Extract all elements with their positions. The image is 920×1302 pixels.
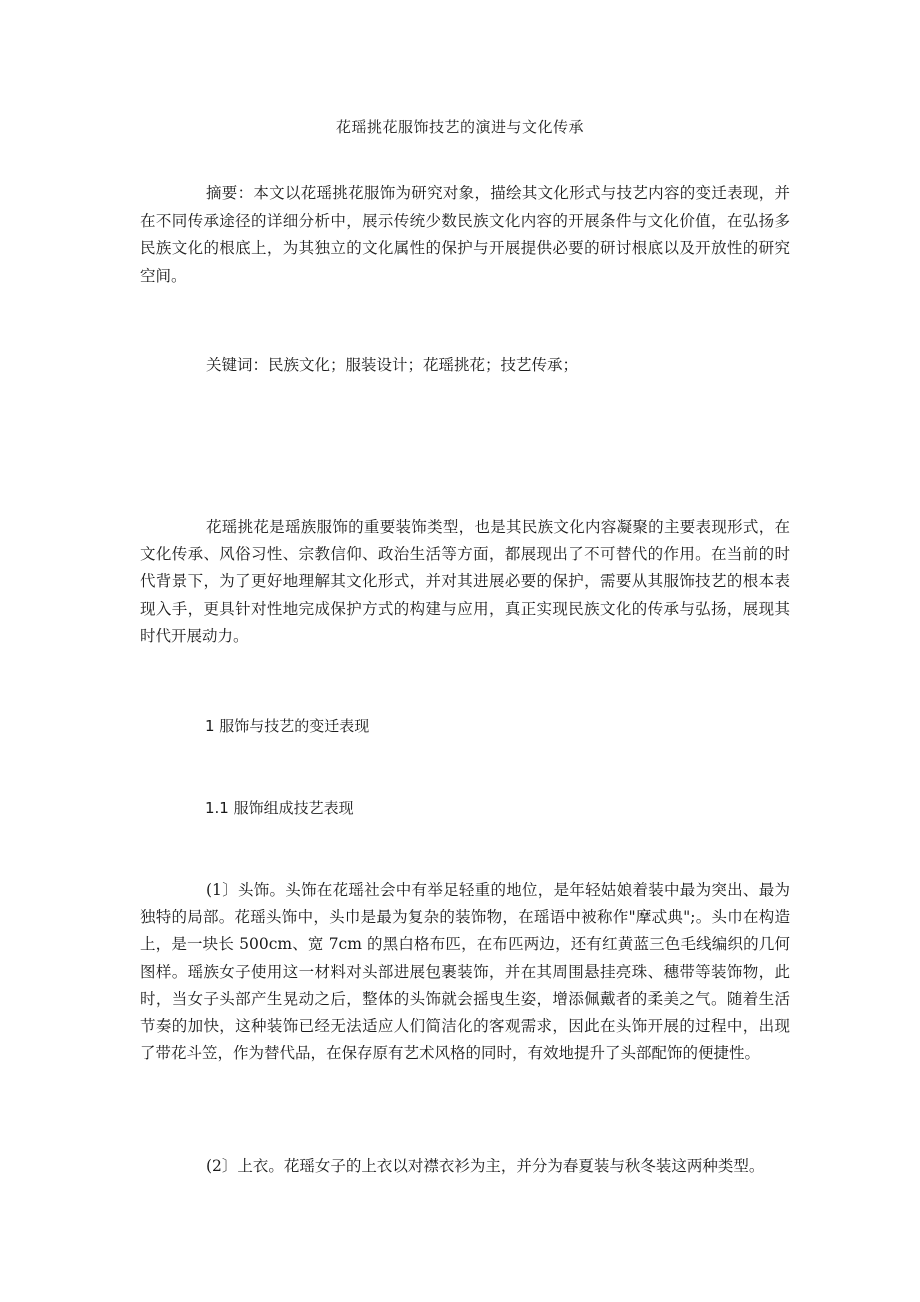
upper-garment-paragraph: (2〕上衣。花瑶女子的上衣以对襟衣衫为主，并分为春夏装与秋冬装这两种类型。 [206, 1157, 765, 1175]
intro-paragraph: 花瑶挑花是瑶族服饰的重要装饰类型，也是其民族文化内容凝聚的主要表现形式，在文化传承、风俗习性、宗教信仰、政治生活等方面，都展现出了不可替代的作用。在当前的时代背景下，为了更好地理解其文化形式，并对其进展必要的保护，需要从其服饰技艺的根本表现入手，更具针对性地完成保护方式的构建与应用，真正实现民族文化的传承与弘扬，展现其时代开展动力。 [140, 518, 790, 645]
keywords-line: 关键词：民族文化；服装设计；花瑶挑花；技艺传承； [206, 356, 579, 374]
headwear-paragraph: (1〕头饰。头饰在花瑶社会中有举足轻重的地位，是年轻姑娘着装中最为突出、最为独特的局部。花瑶头饰中，头巾是最为复杂的装饰物，在瑶语中被称作"摩忒典";。头巾在构造上，是一块长 500cm、宽 7cm 的黑白格布匹，在布匹两边，还有红黄蓝三色毛线编织的几何图样。瑶族女子使用这一材料对头部进展包裹装饰，并在其周围悬挂亮珠、穗带等装饰物，此时，当女子头部产生晃动之后，整体的头饰就会摇曳生姿，增添佩戴者的柔美之气。随着生活节奏的加快，这种装饰已经无法适应人们简洁化的客观需求，因此在头饰开展的过程中，出现了带花斗笠，作为替代品，在保存原有艺术风格的同时，有效地提升了头部配饰的便捷性。 [140, 881, 790, 1063]
page-title: 花瑶挑花服饰技艺的演进与文化传承 [335, 118, 584, 136]
abstract-paragraph: 摘要：本文以花瑶挑花服饰为研究对象，描绘其文化形式与技艺内容的变迁表现，并在不同传承途径的详细分析中，展示传统少数民族文化内容的开展条件与文化价值，在弘扬多民族文化的根底上，为其独立的文化属性的保护与开展提供必要的研讨根底以及开放性的研究空间。 [140, 184, 790, 285]
section-heading: 1 服饰与技艺的变迁表现 [205, 717, 370, 735]
subsection-heading: 1.1 服饰组成技艺表现 [205, 799, 354, 817]
